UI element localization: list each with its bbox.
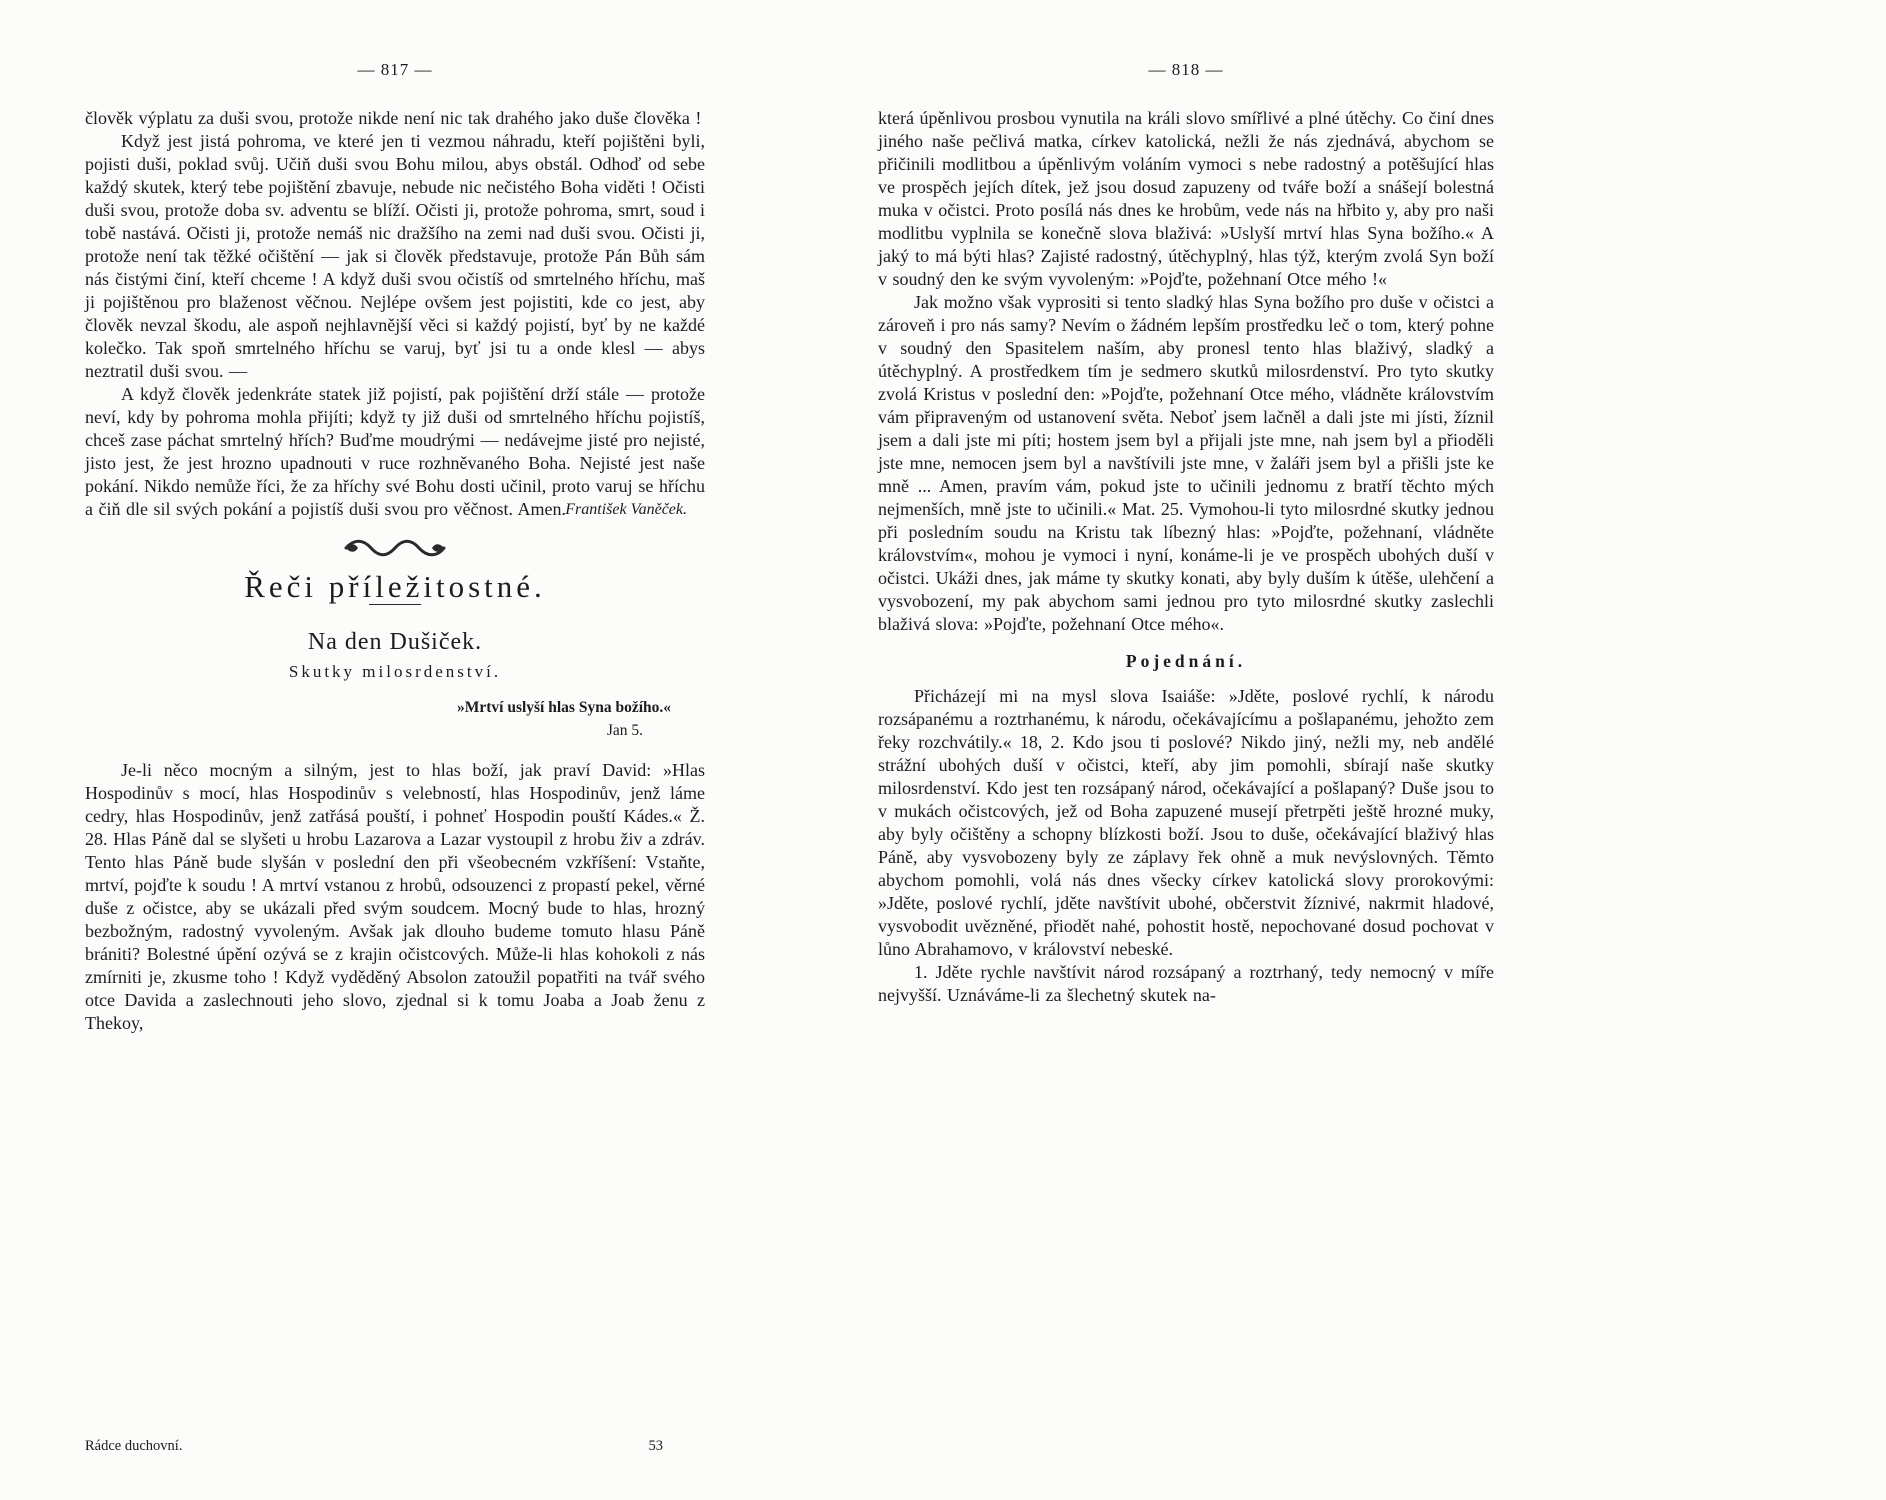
epigraph-quote: »Mrtví uslyší hlas Syna božího.« [456, 699, 671, 716]
sheet-number: 53 [648, 1438, 663, 1454]
paragraph: Když jest jistá pohroma, ve které jen ti vezmou náhradu, kteří pojištěni byli, pojisti duši, poklad svůj. Učiň duši svou Bohu milou, abys obstál. Odhoď od sebe každý skutek, který tebe pojištění zbavuje, nebude nic nečistého Boha viděti ! Očisti duši svou, protože doba sv. adventu se blíží. Očisti ji, protože pohroma, smrt, soud i tobě nastává. Očisti ji, protože nemáš nic dražšího na zemi nad duši svou. Očisti ji, protože není tak těžké očištění — jak si člověk představuje, protože Pán Bůh sám nás čistými činí, kteří chceme ! A když duši svou očistíš od smrtelného hříchu, maš ji pojištěnou pro blaženost věčnou. Nejlépe ovšem jest pojistiti, kde co jest, aby člověk nevzal škodu, ale aspoň nejhlavnější věci si každý pojistí, byť by ne každé kolečko. Tak spoň smrtelného hříchu se varuj, byť jsi tu a onde klesl — abys neztratil duši svou. — [85, 131, 705, 381]
paragraph: Přicházejí mi na mysl slova Isaiáše: »Jděte, poslové rychlí, k národu rozsápanému a roztrhanému, k národu, očekávajícímu a pošlapanému, jehožto zem řeky rozchvátily.« 18, 2. Kdo jsou ti poslové? Nikdo jiný, nežli my, neb andělé strážní ubohých duší v očistci, kteří, aby jim pomohli, sbírají naše skutky milosrdenství. Kdo jest ten rozsápaný národ, očekávající a pošlapaný? Duše jsou to v mukách očistcových, jež od Boha zapuzené musejí přetrpěti ještě hrozné muky, aby byly očištěny a schopny blízkosti boží. Jsou to duše, očekávající blaživý hlas Páně, aby vysvobozeny byly ze záplavy řek ohně a muk nevýslovných. Těmto abychom pomohli, volá nás dnes všecky církev katolická slovy prorokovými: »Jděte, poslové rychlí, jděte navštívit ubohé, občerstvit žíznivé, nakrmit hladové, vysvobodit uvězněné, přiodět nahé, pohostit hostě, nepochované dosud pochovat v lůno Abrahamovo, v království nebeské. [878, 686, 1494, 959]
title-rule [369, 604, 421, 605]
article-title: Na den Dušiček. [307, 629, 483, 655]
page-number-right: — 818 — [1148, 60, 1224, 79]
paragraph: 1. Jděte rychle navštívit národ rozsápaný a roztrhaný, tedy nemocný v míře nejvyšší. Uznáváme-li za šlechetný skutek na- [878, 962, 1494, 1005]
page-left [85, 58, 705, 1458]
section-heading: Pojednání. [1125, 651, 1247, 671]
paragraph: A když člověk jedenkráte statek již pojistí, pak pojištění drží stále — protože neví, kdy by pohroma mohla přijíti; když ty již duši od smrtelného hříchu pojistíš, chceš zase páchat smrtelný hřích? Buďme moudrými — nedávejme jisté pro nejisté, jisto jest, že jest hrozno upadnouti v ruce rozhněvaného Boha. Nejisté jest naše pokání. Nikdo nemůže říci, že za hříchy své Bohu dosti učinil, proto varuj se hříchu a čiň dle sil svých pokání a pojistíš duši svou pro věčnost. Amen. [85, 384, 705, 519]
section-title: Řeči příležitostné. [244, 569, 546, 604]
journal-name: Rádce duchovní. [85, 1438, 183, 1454]
paragraph: člověk výplatu za duši svou, protože nikde není nic tak drahého jako duše člověka ! [85, 108, 702, 128]
article-subtitle: Skutky milosrdenství. [288, 662, 502, 681]
paragraph: Jak možno však vyprositi si tento sladký hlas Syna božího pro duše v očistci a zároveň i pro nás samy? Nevím o žádném lepším prostředku leč o tom, který pohne v soudný den Spasitelem naším, aby pronesl tento hlas blaživý, sladký a útěchyplný. A prostředkem tím je sedmero skutků milosrdenství. Pro tyto skutky zvolá Kristus v poslední den: »Pojďte, požehnaní Otce mého, vládněte královstvím vám připraveným od ustanovení světa. Neboť jsem lačněl a dali jste mi jísti, žíznil jsem a dali jste mi píti; hostem jsem byl a přijali jste mne, nah jsem byl a přioděli jste mne, nemocen jsem byl a navštívili jste mne, v žaláři jsem byl a přišli jste ke mně ... Amen, pravím vám, pokud jste to učinili jednomu z bratří těchto mých nejmenších, mně jste to učinili.« Mat. 25. Vymohou-li tyto milosrdné skutky jednou při posledním soudu na Kristu tak líbezný hlas: »Pojďte, požehnaní, vládněte královstvím«, mohou je vymoci i nyní, konáme-li je ve prospěch ubohých duší v očistci. Ukáži dnes, jak máme ty skutky konati, aby byly duším k útěše, ulehčení a vysvobození, my pak abychom sami jednou pro tyto milosrdné skutky zaslechli blaživá slova: »Pojďte, požehnaní Otce mého«. [878, 292, 1494, 634]
page-footer [85, 1435, 705, 1458]
flourish-icon [85, 537, 705, 565]
paragraph: Je-li něco mocným a silným, jest to hlas boží, jak praví David: »Hlas Hospodinův s mocí, hlas Hospodinův s velebností, hlas Hospodinův, jenž láme cedry, hlas Hospodinův, jenž zatřásá pouští, i pohneť Hospodin pouští Kádes.« Ž. 28. Hlas Páně dal se slyšeti u hrobu Lazarova a Lazar vystoupil z hrobu živ a zdráv. Tento hlas Páně bude slyšán v poslední den při všeobecném vzkříšení: Vstaňte, mrtví, pojďte k soudu ! A mrtví vstanou z hrobů, odsouzenci z propastí pekel, věrné duše z očistce, aby se ukázali před svým soudcem. Mocný bude to hlas, hrozný bezbožným, radostný vyvoleným. Avšak jak dlouho budeme tomuto hlasu Páně brániti? Bolestné úpění ozývá se z krajin očistcových. Může-li hlas kohokoli z nás zmírniti je, zkusme toho ! Když vyděděný Absolon zatoužil popatřiti na tvář svého otce Davida a zaslechnouti jeho slovo, zjednal si k tomu Joaba a Joab ženu z Thekoy, [85, 760, 705, 1033]
epigraph [85, 697, 705, 741]
author-signature: František Vaněček. [565, 501, 687, 518]
page-number-left: — 817 — [357, 60, 433, 79]
paragraph: která úpěnlivou prosbou vynutila na králi slovo smířlivé a plné útěchy. Co činí dnes jiného naše pečlivá matka, církev katolická, nežli že nás zjednává, abychom se přičinili modlitbou a úpěnlivým voláním vymoci s nebe radostný a potěšující hlas ve prospěch jejích dítek, jež jsou dosud zapuzeny od tváře boží a snášejí bolestná muka v očistci. Proto posílá nás dnes ke hrobům, vede nás na hřbito y, aby pro naši modlitbu vyplnila se konečně slova blaživá: »Uslyší mrtví hlas Syna božího.« A jaký to má býti hlas? Zajisté radostný, útěchyplný, hlas týž, kterým zvolá Syn boží v soudný den ke svým vyvoleným: »Pojďte, požehnaní Otce mého !« [878, 108, 1494, 289]
epigraph-source: Jan 5. [606, 722, 643, 739]
page-right [878, 58, 1494, 1458]
